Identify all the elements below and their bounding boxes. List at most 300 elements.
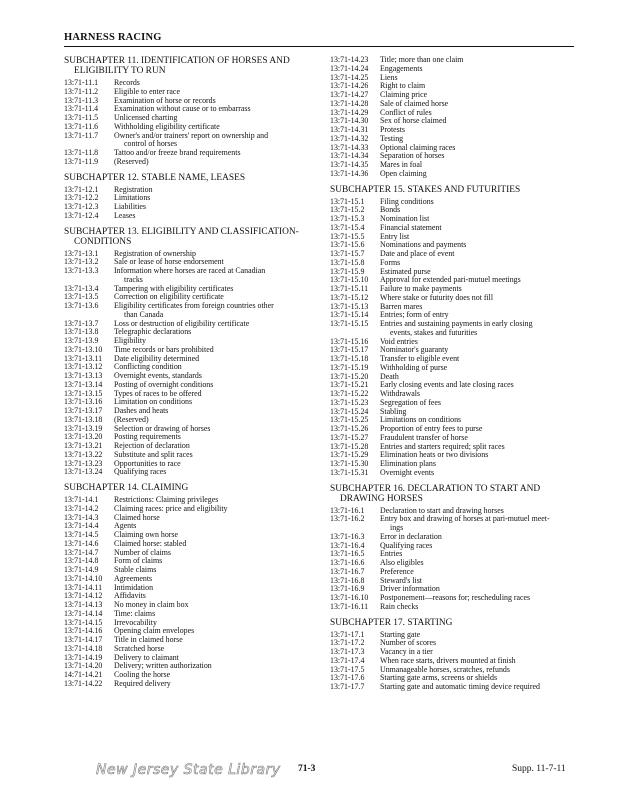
rule-title-text: Nominator's guaranty — [380, 345, 449, 355]
entry-list — [64, 186, 316, 221]
list-item — [64, 531, 316, 540]
rule-title — [114, 203, 316, 212]
rule-title — [380, 683, 582, 692]
rule-title-text: Fraudulent transfer of horse — [380, 432, 468, 442]
rule-title-text: Preference — [380, 566, 414, 576]
rule-title-text: Entries; form of entry — [380, 310, 449, 320]
section-title: SUBCHAPTER 12. STABLE NAME, LEASES — [64, 172, 246, 183]
rule-title-text: Qualifying races — [114, 467, 167, 477]
rule-title-text: Eligible to enter race — [114, 86, 180, 96]
rule-number: 13:71-15.14 — [330, 310, 369, 320]
rule-number: 13:71-11.9 — [64, 156, 99, 166]
rule-title-text: Steward's list — [380, 575, 422, 585]
rule-number: 13:71-11.6 — [64, 121, 99, 131]
rule-title-text: Form of claims — [114, 556, 163, 566]
rule-title-text: Sale of claimed horse — [380, 98, 449, 108]
rule-number: 13:71-12.3 — [64, 202, 99, 211]
section-title: SUBCHAPTER 13. ELIGIBILITY AND CLASSIFICATION-CONDITIONS — [64, 226, 299, 247]
rule-title-text: Entries and sustaining payments in early closing — [380, 319, 533, 328]
rule-number: 13:71-17.6 — [330, 673, 365, 683]
rule-number: 13:71-13.4 — [64, 283, 99, 293]
rule-number: 13:71-16.7 — [330, 566, 365, 576]
rule-number: 13:71-13.24 — [64, 467, 103, 477]
rule-number: 13:71-13.22 — [64, 449, 103, 459]
rule-title — [114, 468, 316, 477]
rule-number: 13:71-14.36 — [330, 168, 369, 178]
rule-number: 13:71-14.22 — [64, 678, 103, 688]
rule-number: 13:71-17.4 — [330, 655, 365, 665]
rule-title-text: Withholding of purse — [380, 362, 448, 372]
rule-number: 13:71-15.27 — [330, 432, 369, 442]
rule-number: 13:71-13.16 — [64, 397, 103, 407]
rule-number: 13:71-14.30 — [330, 116, 369, 126]
rule-title-text: Tattoo and/or freeze brand requirements — [114, 148, 241, 157]
list-item — [64, 158, 316, 167]
rule-number: 13:71-17.2 — [330, 638, 365, 648]
rule-title — [114, 267, 316, 285]
toc-section — [330, 484, 582, 612]
section-title: SUBCHAPTER 11. IDENTIFICATION OF HORSES AND ELIGIBILITY TO RUN — [64, 56, 290, 76]
list-item — [64, 505, 316, 514]
list-item — [330, 250, 582, 259]
rule-title-text: Agents — [114, 521, 137, 531]
rule-number: 13:71-14.33 — [330, 142, 369, 152]
rule-number: 13:71-13.17 — [64, 406, 103, 415]
rule-title-text: Number of scores — [380, 638, 437, 648]
rule-number: 13:71-16.5 — [330, 549, 365, 559]
rule-number: 13:71-15.10 — [330, 275, 369, 285]
rule-title-text: Nomination list — [380, 214, 430, 223]
rule-title — [380, 117, 582, 126]
rule-title — [380, 224, 582, 233]
rule-number: 13:71-14.11 — [64, 582, 103, 592]
rule-number: 13:71-16.3 — [330, 531, 365, 541]
rule-title — [114, 212, 316, 221]
rule-title-text: Elimination plans — [380, 459, 436, 468]
rule-number: 13:71-14.15 — [64, 617, 103, 627]
rule-number: 13:71-13.23 — [64, 458, 103, 468]
rule-number: 13:71-14.28 — [330, 98, 369, 108]
rule-title-text: Optional claiming races — [380, 142, 456, 152]
rule-number: 13:71-15.24 — [330, 406, 369, 416]
rule-title-text: Claiming races: price and eligibility — [114, 503, 228, 513]
rule-title — [114, 514, 316, 523]
rule-title-text: Eligibility certificates from foreign countries other — [114, 301, 274, 310]
rule-title-text: No money in claim box — [114, 600, 189, 609]
rule-title-text: Financial statement — [380, 222, 442, 232]
rule-number: 13:71-14.24 — [330, 63, 369, 73]
rule-number: 13:71-12.4 — [64, 210, 99, 220]
rule-title-text: Limitations on conditions — [380, 415, 462, 425]
rule-number: 13:71-13.18 — [64, 414, 103, 424]
list-item — [330, 198, 582, 207]
rule-title-text: Leases — [114, 210, 136, 220]
rule-number: 13:71-13.8 — [64, 327, 99, 337]
rule-number: 13:71-14.17 — [64, 635, 103, 644]
rule-number: 13:71-13.20 — [64, 432, 103, 442]
list-item — [330, 577, 582, 586]
rule-number: 13:71-13.21 — [64, 441, 103, 450]
rule-number: 13:71-13.19 — [64, 423, 103, 433]
rule-title — [114, 132, 316, 150]
rule-number: 13:71-15.19 — [330, 362, 369, 372]
entry-list — [330, 631, 582, 692]
rule-number: 13:71-14.8 — [64, 556, 99, 566]
rule-number: 13:71-15.6 — [330, 240, 365, 250]
rule-number: 13:71-15.26 — [330, 424, 369, 433]
rule-number: 13:71-14.1 — [64, 495, 99, 504]
rule-number: 13:71-13.12 — [64, 362, 103, 372]
list-item — [64, 514, 316, 523]
rule-title-text: Starting gate and automatic timing device required — [380, 682, 540, 691]
rule-number: 13:71-17.5 — [330, 664, 365, 674]
rule-title-text: Entries — [380, 549, 403, 559]
list-item — [64, 149, 316, 158]
rule-number: 13:71-17.3 — [330, 647, 365, 656]
rule-number: 13:71-14.7 — [64, 547, 99, 557]
rule-title-text: Time: claims — [114, 608, 156, 618]
rule-title-text: Delivery to claimant — [114, 652, 179, 662]
rule-title-text: Date and place of event — [380, 249, 455, 258]
rule-number: 13:71-14.5 — [64, 530, 99, 539]
rule-title-text: Filing conditions — [380, 196, 434, 206]
rule-number: 13:71-11.7 — [64, 130, 99, 140]
rule-title-text: Separation of horses — [380, 151, 445, 161]
rule-number: 13:71-14.18 — [64, 643, 103, 653]
rule-number: 13:71-15.2 — [330, 205, 365, 215]
section-title: SUBCHAPTER 17. STARTING — [330, 617, 453, 628]
rule-title-text: Qualifying races — [380, 540, 433, 550]
rule-number: 13:71-13.10 — [64, 344, 103, 354]
rule-number: 13:71-11.4 — [64, 104, 99, 114]
rule-number: 13:71-14.10 — [64, 573, 103, 583]
rule-title-text: Transfer to eligible event — [380, 354, 460, 363]
rule-title-text: Sex of horse claimed — [380, 116, 447, 126]
rule-title-text: Failure to make payments — [380, 284, 462, 293]
rule-title-text: Estimated purse — [380, 266, 431, 276]
rule-title-text: Elimination heats or two divisions — [380, 450, 489, 460]
list-item — [330, 320, 582, 338]
rule-title-text: Title; more than one claim — [380, 55, 464, 64]
rule-title-continuation: events, stakes and futurities — [390, 327, 478, 337]
rule-title-text: Early closing events and late closing races — [380, 380, 514, 390]
rule-number: 13:71-16.6 — [330, 558, 365, 567]
rule-title-text: Stabling — [380, 406, 407, 416]
rule-title — [380, 542, 582, 551]
rule-title — [380, 65, 582, 74]
rule-title-text: Limitations — [114, 193, 151, 203]
rule-title-continuation: tracks — [124, 274, 143, 284]
rule-title-text: Death — [380, 371, 399, 381]
rule-number: 13:71-15.8 — [330, 257, 365, 267]
rule-title-text: Error in declaration — [380, 531, 442, 541]
rule-title-text: Void entries — [380, 336, 418, 346]
rule-title-text: Forms — [380, 257, 401, 267]
list-item — [64, 212, 316, 221]
rule-title-text: Types of races to be offered — [114, 388, 202, 398]
rule-title-text: Opportunities to race — [114, 458, 181, 468]
rule-title-text: Approval for extended pari-mutuel meetings — [380, 275, 521, 285]
entry-list — [64, 250, 316, 478]
rule-title-text: Number of claims — [114, 547, 171, 557]
rule-number: 13:71-15.20 — [330, 371, 369, 381]
rule-title — [380, 469, 582, 478]
rule-title-text: Starting gate arms, screens or shields — [380, 673, 498, 683]
list-item — [64, 203, 316, 212]
rule-title-text: Right to claim — [380, 81, 426, 91]
rule-title-text: Telegraphic declarations — [114, 327, 192, 337]
rule-number: 13:71-14.32 — [330, 133, 369, 143]
rule-title-text: Substitute and split races — [114, 449, 193, 459]
toc-section — [330, 618, 582, 692]
rule-number: 13:71-13.14 — [64, 379, 103, 389]
list-item — [330, 170, 582, 179]
rule-number: 13:71-15.16 — [330, 336, 369, 346]
list-item — [64, 186, 316, 195]
toc-section — [330, 185, 582, 478]
rule-number: 13:71-13.13 — [64, 371, 103, 380]
rule-number: 13:71-13.9 — [64, 336, 99, 345]
rule-title-text: Rejection of declaration — [114, 441, 190, 450]
list-item — [64, 540, 316, 549]
rule-number: 13:71-15.25 — [330, 415, 369, 425]
rule-title-text: Claimed horse: stabled — [114, 538, 187, 548]
list-item — [330, 559, 582, 568]
rule-number: 13:71-11.8 — [64, 148, 99, 157]
toc-section — [64, 483, 316, 689]
list-item — [330, 631, 582, 640]
rule-title-text: Dashes and heats — [114, 406, 169, 415]
list-item — [64, 302, 316, 320]
rule-title — [114, 302, 316, 320]
rule-title-text: Scratched horse — [114, 643, 165, 653]
entry-list — [330, 198, 582, 478]
list-item — [64, 549, 316, 558]
rule-title-text: Agreements — [114, 573, 153, 583]
rule-title-text: Conflict of rules — [380, 107, 432, 117]
page-number: 71-3 — [298, 764, 316, 774]
rule-number: 13:71-15.1 — [330, 196, 365, 206]
rule-number: 13:71-15.3 — [330, 214, 365, 223]
rule-title-text: Mares in foal — [380, 160, 423, 169]
section-title: SUBCHAPTER 16. DECLARATION TO START AND DRAWING HORSES — [330, 483, 541, 504]
entry-list — [64, 79, 316, 167]
rule-number: 13:71-14.4 — [64, 521, 99, 531]
rule-number: 13:71-14.16 — [64, 626, 103, 636]
rule-number: 13:71-15.17 — [330, 345, 369, 355]
rule-title-text: Overnight events — [380, 467, 435, 477]
rule-title-continuation: than Canada — [124, 309, 164, 319]
page-header: HARNESS RACING — [64, 32, 162, 43]
rule-title-text: Barren mares — [380, 301, 423, 311]
rule-title-text: Postponement—reasons for; rescheduling races — [380, 593, 531, 602]
rule-number: 13:71-14.26 — [330, 81, 369, 91]
list-item — [64, 522, 316, 531]
list-item — [64, 468, 316, 477]
rule-title-text: Owner's and/or trainers' report on ownership and — [114, 130, 269, 140]
list-item — [330, 206, 582, 215]
rule-number: 13:71-16.8 — [330, 575, 365, 585]
rule-number: 13:71-14.20 — [64, 661, 103, 671]
toc-section — [64, 173, 316, 221]
rule-number: 13:71-11.3 — [64, 95, 99, 105]
rule-title-text: Information where horses are raced at Canadian — [114, 266, 266, 275]
rule-number: 14:71-14.21 — [64, 670, 103, 679]
toc-section — [330, 56, 582, 179]
list-item — [64, 132, 316, 150]
rule-title — [380, 126, 582, 135]
rule-number: 13:71-11.5 — [64, 113, 99, 122]
rule-number: 13:71-14.27 — [330, 90, 369, 99]
rule-title — [380, 170, 582, 179]
rule-title-continuation: control of horses — [124, 139, 178, 149]
rule-title-text: Driver information — [380, 584, 440, 594]
list-item — [64, 557, 316, 566]
rule-number: 13:71-15.22 — [330, 389, 369, 398]
rule-number: 13:71-14.19 — [64, 652, 103, 662]
rule-title-text: Date eligibility determined — [114, 353, 200, 363]
rule-title-text: Liens — [380, 72, 398, 82]
rule-title-text: Examination without cause or to embarrass — [114, 104, 251, 114]
rule-number: 13:71-15.31 — [330, 467, 369, 477]
rule-title-text: Withdrawals — [380, 389, 420, 398]
rule-number: 13:71-16.9 — [330, 584, 365, 594]
list-item — [64, 680, 316, 689]
list-item — [64, 267, 316, 285]
rule-number: 13:71-13.2 — [64, 257, 99, 267]
list-item — [330, 639, 582, 648]
rule-title-text: Limitation on conditions — [114, 397, 193, 407]
rule-number: 13:71-14.14 — [64, 608, 103, 618]
rule-title-text: Testing — [380, 133, 404, 143]
toc-section — [64, 56, 316, 167]
rule-title — [380, 250, 582, 259]
rule-title-text: Rain checks — [380, 601, 419, 611]
rule-title-text: Open claiming — [380, 168, 427, 178]
rule-number: 13:71-15.23 — [330, 397, 369, 407]
rule-number: 13:71-15.18 — [330, 354, 369, 363]
rule-number: 13:71-14.25 — [330, 72, 369, 82]
rule-title-text: Vacancy in a tier — [380, 647, 433, 656]
rule-number: 13:71-14.34 — [330, 151, 369, 161]
rule-number: 13:71-16.2 — [330, 514, 365, 524]
toc-section — [64, 227, 316, 478]
rule-title-text: Tampering with eligibility certificates — [114, 283, 234, 293]
rule-number: 13:71-13.6 — [64, 301, 99, 310]
list-item — [330, 568, 582, 577]
section-title: SUBCHAPTER 14. CLAIMING — [64, 483, 189, 493]
rule-number: 13:71-14.2 — [64, 503, 99, 513]
rule-title-text: Records — [114, 78, 140, 87]
rule-number: 13:71-15.11 — [330, 284, 369, 293]
library-watermark: New Jersey State Library — [96, 762, 281, 778]
rule-title-text: Claimed horse — [114, 512, 160, 522]
list-item — [330, 469, 582, 478]
rule-title-text: Overnight events, standards — [114, 371, 202, 380]
rule-title-text: Claiming own horse — [114, 530, 178, 539]
rule-title-text: Title in claimed horse — [114, 635, 183, 644]
rule-title — [380, 198, 582, 207]
rule-title — [380, 603, 582, 612]
rule-number: 13:71-16.11 — [330, 601, 369, 611]
rule-title-text: Irrevocability — [114, 617, 157, 627]
rule-title-text: Intimidation — [114, 582, 154, 592]
rule-number: 13:71-13.7 — [64, 318, 99, 328]
entry-list — [330, 507, 582, 612]
rule-number: 13:71-14.3 — [64, 512, 99, 522]
rule-title — [114, 158, 316, 167]
rule-number: 13:71-15.4 — [330, 222, 365, 232]
right-column — [330, 56, 582, 698]
rule-title-text: Also eligibles — [380, 558, 424, 567]
rule-title-text: Withholding eligibility certificate — [114, 121, 220, 131]
supplement-date: Supp. 11-7-11 — [512, 764, 566, 774]
list-item — [330, 515, 582, 533]
list-item — [330, 603, 582, 612]
list-item — [64, 328, 316, 337]
rule-title — [114, 680, 316, 689]
list-item — [330, 550, 582, 559]
rule-title-text: Opening claim envelopes — [114, 626, 195, 636]
rule-number: 13:71-15.30 — [330, 459, 369, 468]
list-item — [64, 194, 316, 203]
rule-title — [380, 364, 582, 373]
rule-number: 13:71-15.15 — [330, 319, 369, 328]
rule-number: 13:71-15.5 — [330, 231, 365, 241]
rule-number: 13:71-13.5 — [64, 292, 99, 302]
list-item — [330, 215, 582, 224]
rule-title-text: Stable claims — [114, 565, 157, 574]
list-item — [330, 241, 582, 250]
rule-number: 13:71-13.15 — [64, 388, 103, 398]
list-item — [330, 542, 582, 551]
rule-number: 13:71-16.1 — [330, 505, 365, 515]
rule-number: 13:71-15.7 — [330, 249, 365, 258]
rule-number: 13:71-14.35 — [330, 160, 369, 169]
list-item — [330, 683, 582, 692]
rule-number: 13:71-16.4 — [330, 540, 365, 550]
rule-number: 13:71-13.1 — [64, 248, 99, 258]
rule-title-text: Entry list — [380, 231, 410, 241]
section-title: SUBCHAPTER 15. STAKES AND FUTURITIES — [330, 184, 521, 195]
rule-title-text: Required delivery — [114, 678, 171, 688]
rule-number: 13:71-13.11 — [64, 353, 103, 363]
list-item — [64, 79, 316, 88]
entry-list — [64, 496, 316, 689]
rule-title-text: Nominations and payments — [380, 240, 467, 250]
rule-number: 13:71-14.13 — [64, 600, 103, 609]
rule-title — [380, 515, 582, 533]
rule-title-text: When race starts, drivers mounted at finish — [380, 655, 516, 665]
rule-number: 13:71-12.1 — [64, 184, 99, 194]
rule-title-text: Entry box and drawing of horses at pari-mutuel meet- — [380, 514, 550, 524]
list-item — [330, 259, 582, 268]
rule-title-text: Proportion of entry fees to purse — [380, 424, 483, 433]
rule-number: 13:71-11.1 — [64, 78, 99, 87]
rule-number: 13:71-17.1 — [330, 629, 365, 639]
rule-title-text: Conflicting condition — [114, 362, 182, 372]
rule-title-text: Protests — [380, 125, 405, 134]
rule-number: 13:71-12.2 — [64, 193, 99, 203]
left-column — [64, 56, 316, 695]
rule-number: 13:71-17.7 — [330, 682, 365, 691]
entry-list — [330, 56, 582, 179]
rule-number: 13:71-13.3 — [64, 266, 99, 275]
rule-title-text: Starting gate — [380, 629, 421, 639]
rule-title-text: Restrictions: Claiming privileges — [114, 495, 219, 504]
rule-title-text: Entries and starters required; split races — [380, 441, 505, 451]
rule-title-text: (Reserved) — [114, 156, 149, 166]
